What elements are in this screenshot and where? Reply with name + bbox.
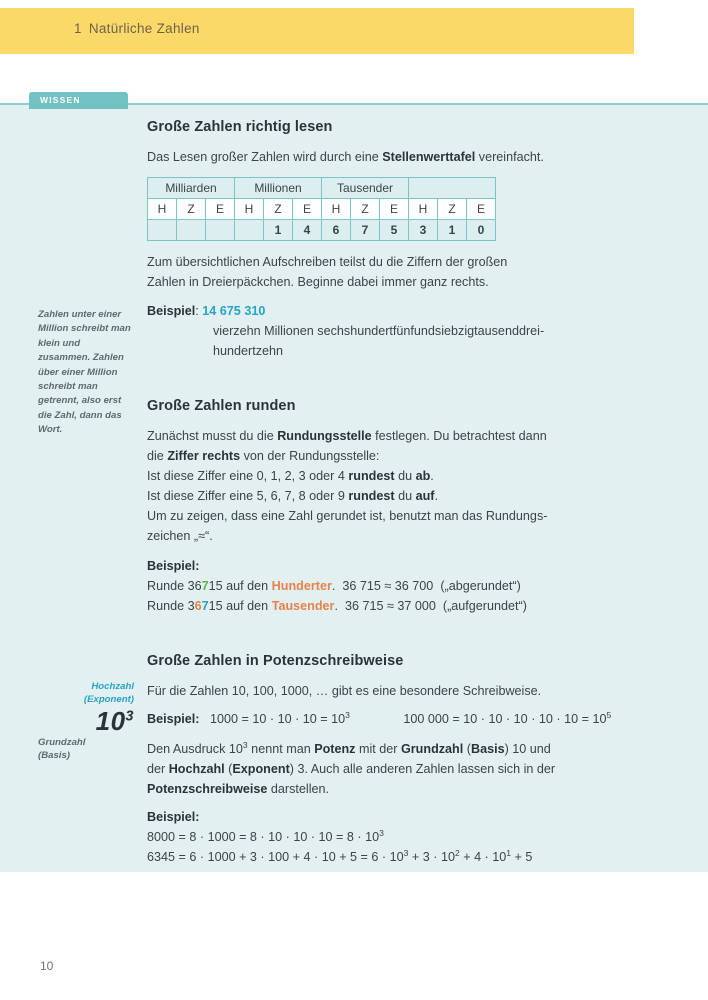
ex2-result: 36 715 ≈ 37 000	[344, 599, 436, 613]
expl-l3-a: darstellen.	[267, 782, 329, 796]
running-head-text	[74, 21, 200, 36]
runden-l4-bold2: auf	[415, 489, 435, 503]
ex2-marked-digit: 7	[201, 599, 209, 613]
runden-l1-bold: Rundungsstelle	[277, 429, 372, 443]
section-heading-potenz: Große Zahlen in Potenzschreibweise	[147, 653, 404, 669]
runden-line6: zeichen „≈“.	[147, 529, 213, 543]
digit-cell: 5	[380, 220, 409, 241]
group-cell: Tausender	[322, 178, 409, 199]
chapter-number: 1	[74, 21, 82, 36]
potenz-ex2-text: 100 000 = 10 · 10 · 10 · 10 · 10 = 10	[403, 712, 607, 726]
expl-l2-bold1: Hochzahl	[168, 762, 225, 776]
digit-cell: 3	[409, 220, 438, 241]
expl-l1-bold3: Basis	[470, 742, 505, 756]
digit-cell: 1	[438, 220, 467, 241]
example-words-line2: hundertzehn	[213, 344, 284, 358]
ex2-post: 15 auf den	[208, 599, 272, 613]
digit-cell: 4	[293, 220, 322, 241]
place-cell: E	[467, 199, 496, 220]
ex1-note: („abgerundet“)	[440, 579, 521, 593]
runden-l1-b: festlegen. Du betrachtest dann	[371, 429, 547, 443]
potenz-ex1-exp: 3	[345, 709, 350, 720]
expl-l1-exp: 3	[242, 739, 248, 750]
margin-grundzahl-line1: Grundzahl	[38, 737, 86, 748]
example-label-potenz: Beispiel:	[147, 712, 200, 726]
runden-line1	[147, 426, 547, 446]
runden-line2	[147, 446, 547, 466]
place-cell: H	[409, 199, 438, 220]
intro-text-before: Das Lesen großer Zahlen wird durch eine	[147, 150, 383, 164]
ex1-result: 36 715 ≈ 36 700	[342, 579, 434, 593]
ex1-pre: Runde 36	[147, 579, 202, 593]
runden-l3-bold2: ab	[415, 469, 431, 483]
expl-l1-bold1: Potenz	[314, 742, 356, 756]
margin-hochzahl-label	[38, 680, 134, 706]
page-number: 10	[40, 959, 54, 973]
potenz-expl-line3	[147, 779, 555, 799]
runden-line5: Um zu zeigen, dass eine Zahl gerundet ist, benutzt man das Rundungs-	[147, 509, 548, 523]
example-words-line1: vierzehn Millionen sechshundertfünfundsiebzigtausenddrei-	[213, 324, 545, 338]
calc2-a: 6345 = 6 · 1000 + 3 · 100 + 4 · 10 + 5 = 6 · 10	[147, 850, 404, 864]
expl-l1-b: nennt man	[247, 742, 315, 756]
expl-l1-d: (	[463, 742, 471, 756]
runden-l4-bold1: rundest	[348, 489, 395, 503]
table-row-places	[148, 199, 496, 220]
section-heading-runden: Große Zahlen runden	[147, 398, 296, 414]
paragraph-potenz-expl	[147, 739, 555, 799]
calc-line1	[147, 827, 532, 847]
calc2-d: + 5	[511, 850, 533, 864]
wissen-tab-label: WISSEN	[40, 95, 81, 105]
margin-note-numbers: Zahlen unter einer Million schreibt man klein und zusammen. Zahlen über einer Million schreibt man getrennt, also erst die Zahl, dann das Wort.	[38, 309, 131, 436]
group-cell	[409, 178, 496, 199]
intro-text-after: vereinfacht.	[475, 150, 544, 164]
calc2-e3: 1	[506, 847, 512, 858]
calc-line2	[147, 847, 532, 867]
runden-l3-bold1: rundest	[348, 469, 395, 483]
expl-l1-e: ) 10 und	[504, 742, 551, 756]
digit-cell: 7	[351, 220, 380, 241]
calc2-e1: 3	[403, 847, 409, 858]
ex2-pre: Runde 3	[147, 599, 195, 613]
dreier-line2: Zahlen in Dreierpäckchen. Beginne dabei immer ganz rechts.	[147, 275, 489, 289]
expl-l1-c: mit der	[355, 742, 401, 756]
runden-l2-a: die	[147, 449, 168, 463]
place-cell: H	[235, 199, 264, 220]
intro-paragraph-lesen	[147, 147, 544, 167]
digit-cell	[235, 220, 264, 241]
runden-l2-b: von der Rundungsstelle:	[240, 449, 380, 463]
ex1-dot: .	[331, 579, 336, 593]
runden-l4-c: .	[434, 489, 438, 503]
example-colon-lesen: :	[195, 304, 199, 318]
example-runden-line2	[147, 596, 527, 616]
example-potenz	[147, 709, 611, 729]
place-cell: Z	[177, 199, 206, 220]
margin-power-annotation	[38, 680, 134, 762]
ex2-dot: .	[334, 599, 338, 613]
place-cell: H	[322, 199, 351, 220]
example-label-runden: Beispiel:	[147, 559, 200, 573]
dreier-line1: Zum übersichtlichen Aufschreiben teilst du die Ziffern der großen	[147, 255, 508, 269]
potenz-example-1	[210, 709, 350, 726]
example-label-potenz-calc: Beispiel:	[147, 810, 200, 824]
calc2-e2: 2	[454, 847, 460, 858]
example-lesen	[147, 301, 544, 361]
wissen-tab	[29, 92, 128, 109]
place-cell: Z	[351, 199, 380, 220]
runden-l3-c: .	[430, 469, 434, 483]
group-cell: Millionen	[235, 178, 322, 199]
place-cell: E	[293, 199, 322, 220]
potenz-example-2	[403, 709, 612, 726]
ex2-place-name: Tausender	[271, 599, 335, 613]
margin-grundzahl-line2: (Basis)	[38, 750, 70, 761]
place-cell: E	[206, 199, 235, 220]
section-heading-lesen: Große Zahlen richtig lesen	[147, 119, 333, 135]
expl-l2-b: (	[224, 762, 233, 776]
digit-cell	[148, 220, 177, 241]
paragraph-runden	[147, 426, 547, 546]
runden-l4-b: du	[394, 489, 416, 503]
runden-line4	[147, 486, 547, 506]
place-cell: H	[148, 199, 177, 220]
expl-l2-a: der	[147, 762, 169, 776]
digit-cell	[206, 220, 235, 241]
intro-text-bold: Stellenwerttafel	[382, 150, 476, 164]
margin-hochzahl-line1: Hochzahl	[91, 681, 134, 692]
running-head-bar	[0, 8, 634, 54]
potenz-expl-line1	[147, 739, 555, 759]
paragraph-potenz-intro: Für die Zahlen 10, 100, 1000, … gibt es eine besondere Schreibweise.	[147, 684, 542, 698]
example-potenz-calc	[147, 807, 532, 867]
example-runden-line1	[147, 576, 527, 596]
potenz-ex2-exp: 5	[606, 709, 612, 720]
ex1-place-name: Hunderter	[271, 579, 332, 593]
paragraph-dreierpaeckchen	[147, 252, 507, 292]
example-runden	[147, 556, 527, 616]
table-row-digits	[148, 220, 496, 241]
runden-l3-a: Ist diese Ziffer eine 0, 1, 2, 3 oder 4	[147, 469, 349, 483]
place-cell: Z	[438, 199, 467, 220]
group-cell: Milliarden	[148, 178, 235, 199]
calc1-exp: 3	[379, 827, 384, 838]
chapter-title: Natürliche Zahlen	[88, 21, 200, 36]
expl-l1-a: Den Ausdruck 10	[147, 742, 243, 756]
runden-l3-b: du	[394, 469, 416, 483]
potenz-ex1-text: 1000 = 10 · 10 · 10 = 10	[210, 712, 346, 726]
expl-l1-bold2: Grundzahl	[400, 742, 464, 756]
margin-power-expression	[38, 706, 134, 736]
ex1-marked-digit: 7	[201, 579, 209, 593]
margin-hochzahl-line2: (Exponent)	[83, 694, 134, 705]
example-label-lesen: Beispiel	[147, 304, 196, 318]
calc2-b: + 3 · 10	[408, 850, 455, 864]
place-cell: E	[380, 199, 409, 220]
expl-l3-bold: Potenzschreibweise	[147, 782, 268, 796]
runden-l1-a: Zunächst musst du die	[147, 429, 278, 443]
place-cell: Z	[264, 199, 293, 220]
digit-cell	[177, 220, 206, 241]
potenz-expl-line2	[147, 759, 555, 779]
ex2-round-digit: 6	[194, 599, 202, 613]
ex1-post: 15 auf den	[208, 579, 272, 593]
margin-power-base: 10	[95, 706, 126, 736]
digit-cell: 1	[264, 220, 293, 241]
calc2-c: + 4 · 10	[459, 850, 507, 864]
knowledge-panel	[0, 103, 708, 872]
example-number-lesen: 14 675 310	[202, 304, 266, 318]
runden-line3	[147, 466, 547, 486]
calc1-a: 8000 = 8 · 1000 = 8 · 10 · 10 · 10 = 8 · 10	[147, 830, 380, 844]
runden-l4-a: Ist diese Ziffer eine 5, 6, 7, 8 oder 9	[147, 489, 349, 503]
table-row-groups	[148, 178, 496, 199]
digit-cell: 6	[322, 220, 351, 241]
expl-l2-bold2: Exponent	[232, 762, 290, 776]
margin-grundzahl-label	[38, 736, 134, 762]
ex2-note: („aufgerundet“)	[442, 599, 527, 613]
expl-l2-c: ) 3. Auch alle anderen Zahlen lassen sich in der	[289, 762, 556, 776]
place-value-table	[147, 177, 496, 241]
runden-l2-bold: Ziffer rechts	[167, 449, 241, 463]
digit-cell: 0	[467, 220, 496, 241]
margin-power-exponent: 3	[125, 708, 134, 725]
